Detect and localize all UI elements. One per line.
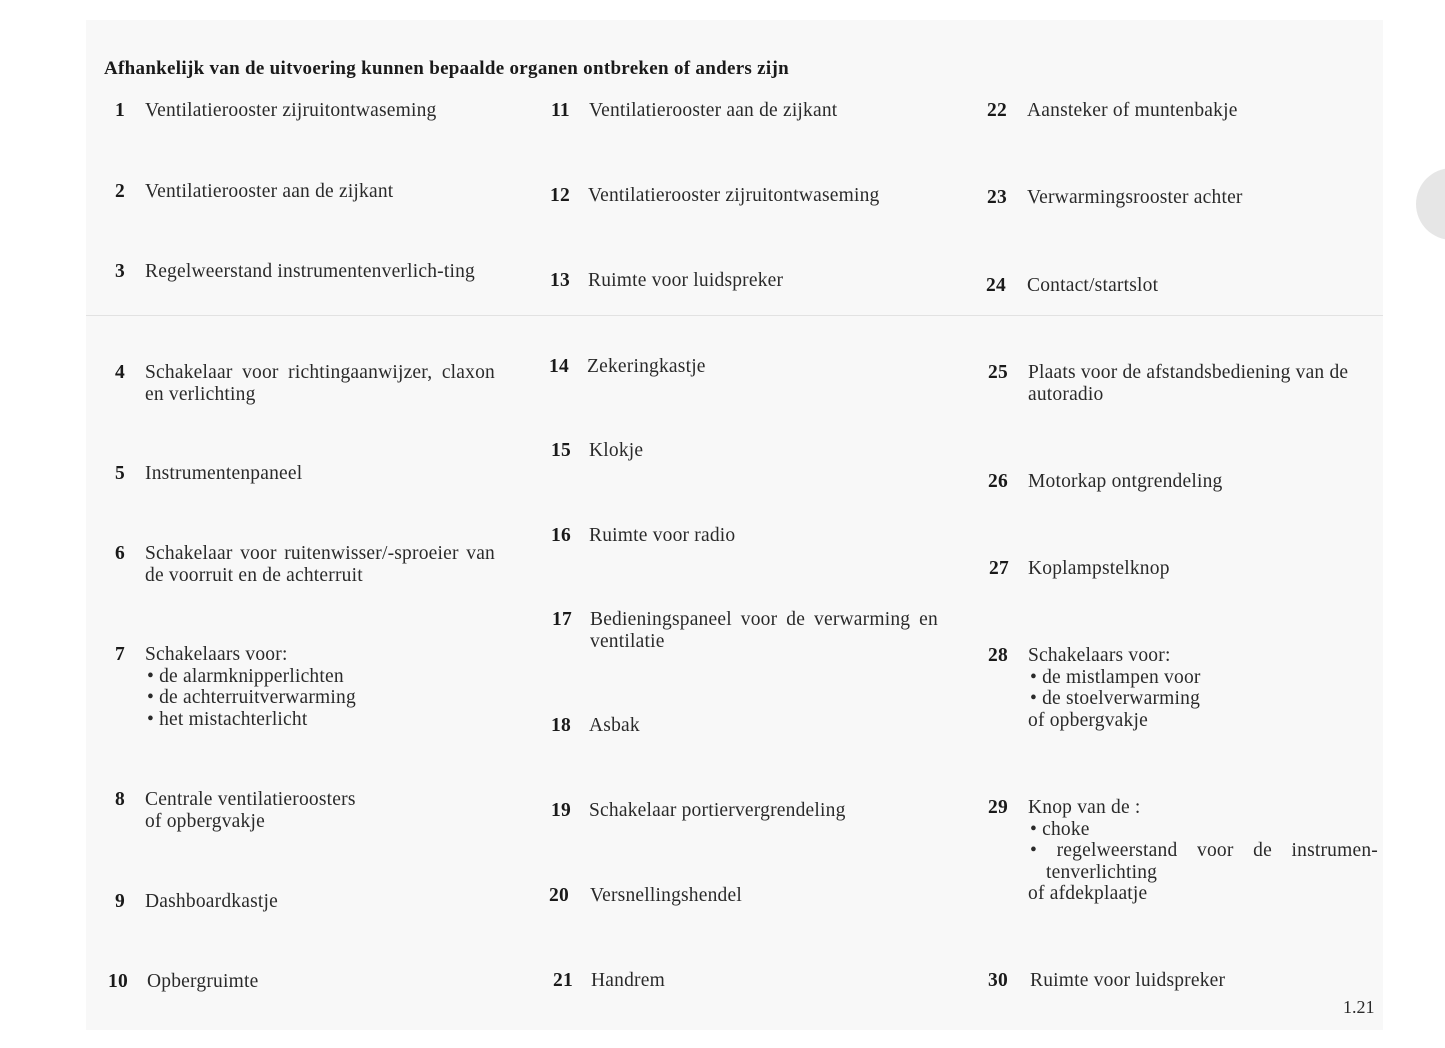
item-text: Schakelaar voor richtingaanwijzer, claxon en verlichting — [145, 362, 495, 405]
item-text: Versnellingshendel — [590, 885, 742, 906]
bullet-line: • regelweerstand voor de instrumen-tenverlichting — [1030, 840, 1378, 883]
item-text: Schakelaar voor ruitenwisser/-sproeier van de voorruit en de achterruit — [145, 543, 495, 586]
item-line: Centrale ventilatieroosters — [145, 789, 356, 810]
item-number: 16 — [551, 525, 571, 546]
item-number: 14 — [549, 356, 569, 377]
item-text: Plaats voor de afstandsbediening van de autoradio — [1028, 362, 1349, 405]
item-number: 24 — [986, 275, 1006, 296]
item-number: 4 — [115, 362, 125, 383]
item-text: Ruimte voor luidspreker — [588, 270, 784, 291]
item-number: 3 — [115, 261, 125, 282]
page-heading: Afhankelijk van de uitvoering kunnen bepaalde organen ontbreken of anders zijn — [104, 58, 789, 79]
item-number: 20 — [549, 885, 569, 906]
bullet-line: • de alarmknipperlichten — [147, 665, 344, 687]
item-number: 27 — [989, 558, 1009, 579]
item-line: Schakelaars voor: — [1028, 645, 1171, 666]
item-text — [145, 789, 495, 832]
item-number: 18 — [551, 715, 571, 736]
item-text: Verwarmingsrooster achter — [1027, 187, 1243, 208]
item-number: 7 — [115, 644, 125, 665]
item-number: 30 — [988, 970, 1008, 991]
item-number: 6 — [115, 543, 125, 564]
item-line: of opbergvakje — [145, 810, 265, 832]
item-number: 12 — [550, 185, 570, 206]
item-text — [1028, 645, 1378, 731]
item-text: Ruimte voor luidspreker — [1030, 970, 1226, 991]
bullet-line: • het mistachterlicht — [147, 708, 308, 730]
item-number: 9 — [115, 891, 125, 912]
bullet-line: • de mistlampen voor — [1030, 666, 1201, 688]
item-line: of afdekplaatje — [1028, 883, 1148, 904]
item-text: Klokje — [589, 440, 644, 461]
horizontal-divider — [86, 315, 1383, 316]
item-number: 13 — [550, 270, 570, 291]
item-text: Dashboardkastje — [145, 891, 278, 912]
item-text — [1028, 797, 1378, 905]
item-number: 17 — [552, 609, 572, 630]
item-text: Ruimte voor radio — [589, 525, 736, 546]
item-text: Ventilatierooster zijruitontwaseming — [145, 100, 437, 121]
item-text — [145, 644, 495, 730]
item-text: Handrem — [591, 970, 665, 991]
item-line: Knop van de : — [1028, 797, 1141, 818]
item-number: 5 — [115, 463, 125, 484]
item-number: 26 — [988, 471, 1008, 492]
item-text: Aansteker of muntenbakje — [1027, 100, 1238, 121]
item-number: 28 — [988, 645, 1008, 666]
page-number: 1.21 — [1343, 997, 1375, 1017]
item-text: Zekeringkastje — [587, 356, 706, 377]
item-line: Schakelaars voor: — [145, 644, 288, 665]
item-number: 10 — [108, 971, 128, 992]
item-text: Contact/startslot — [1027, 275, 1159, 296]
item-text: Asbak — [589, 715, 640, 736]
item-text: Motorkap ontgrendeling — [1028, 471, 1223, 492]
bullet-line: • choke — [1030, 818, 1090, 840]
item-text: Instrumentenpaneel — [145, 463, 303, 484]
item-text: Regelweerstand instrumentenverlich-ting — [145, 261, 475, 282]
item-number: 11 — [551, 100, 570, 121]
section-tab-marker — [1416, 168, 1445, 240]
item-number: 23 — [987, 187, 1007, 208]
item-text: Ventilatierooster aan de zijkant — [145, 181, 394, 202]
item-text: Koplampstelknop — [1028, 558, 1170, 579]
item-number: 15 — [551, 440, 571, 461]
item-number: 1 — [115, 100, 125, 121]
item-text: Bedieningspaneel voor de verwarming en ventilatie — [590, 609, 938, 652]
item-number: 29 — [988, 797, 1008, 818]
item-text: Schakelaar portiervergrendeling — [589, 800, 846, 821]
item-number: 2 — [115, 181, 125, 202]
item-text: Ventilatierooster aan de zijkant — [589, 100, 838, 121]
item-number: 8 — [115, 789, 125, 810]
bullet-line: • de stoelverwarming — [1030, 688, 1201, 709]
item-text: Opbergruimte — [147, 971, 259, 992]
item-number: 19 — [551, 800, 571, 821]
item-number: 25 — [988, 362, 1008, 383]
item-text: Ventilatierooster zijruitontwaseming — [588, 185, 880, 206]
item-line: of opbergvakje — [1028, 709, 1148, 731]
bullet-line: • de achterruitverwarming — [147, 687, 356, 708]
item-number: 21 — [553, 970, 573, 991]
item-number: 22 — [987, 100, 1007, 121]
